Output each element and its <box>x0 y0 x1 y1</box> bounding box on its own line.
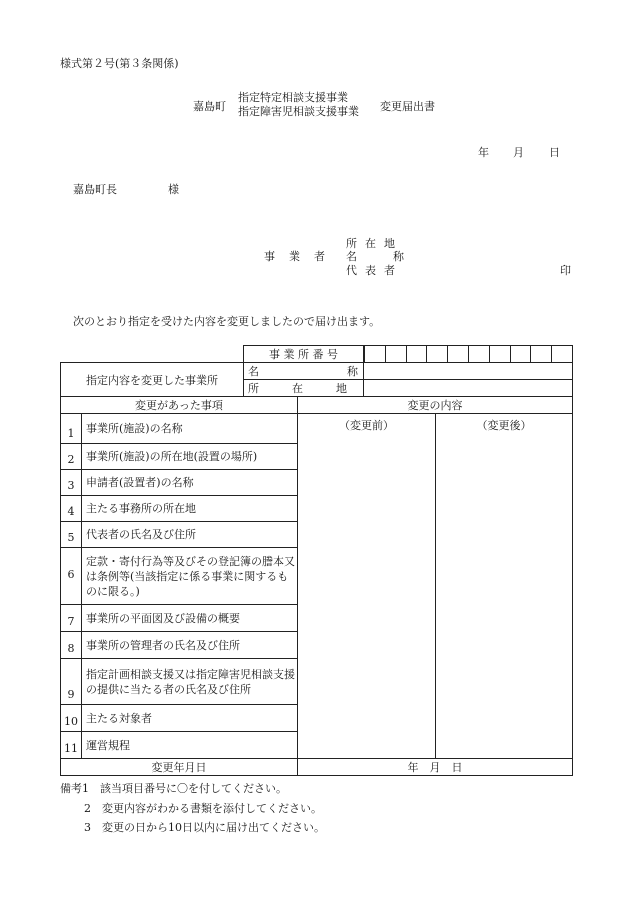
item-articles: 定款・寄付行為等及びその登記簿の謄本又は条例等(当該指定に係る事業に関するものに限る。) <box>82 548 298 605</box>
item-number[interactable]: 8 <box>61 632 82 659</box>
office-number-label: 事 業 所 番 号 <box>244 346 364 363</box>
item-number[interactable]: 10 <box>61 705 82 732</box>
item-facility-name: 事業所(施設)の名称 <box>82 414 298 444</box>
item-number[interactable]: 2 <box>61 444 82 470</box>
applicant-address-label: 所在地 <box>346 237 403 250</box>
intro-text: 次のとおり指定を受けた内容を変更しましたので届け出ます。 <box>73 315 381 328</box>
changed-items-header: 変更があった事項 <box>61 397 298 414</box>
facility-name-field[interactable] <box>364 363 573 380</box>
change-content-header: 変更の内容 <box>298 397 573 414</box>
before-label: （変更前） <box>339 419 394 432</box>
before-change-cell[interactable] <box>298 414 436 759</box>
item-main-office: 主たる事務所の所在地 <box>82 496 298 522</box>
item-floor-plan: 事業所の平面図及び設備の概要 <box>82 605 298 632</box>
form-number: 様式第２号(第３条関係) <box>60 57 179 70</box>
title-line-1: 指定特定相談支援事業 <box>238 91 348 104</box>
change-date-label: 変更年月日 <box>61 759 298 776</box>
title-suffix: 変更届出書 <box>380 100 435 113</box>
note-1: 備考1 該当項目番号に〇を付してください。 <box>60 782 287 795</box>
addressee-honorific: 様 <box>168 183 179 196</box>
after-change-cell[interactable] <box>436 414 573 759</box>
facility-address-field[interactable] <box>364 380 573 397</box>
title-town: 嘉島町 <box>193 100 226 113</box>
title-line-2: 指定障害児相談支援事業 <box>238 105 359 118</box>
item-number[interactable]: 7 <box>61 605 82 632</box>
applicant-rep-label: 代表者 <box>346 264 403 277</box>
item-number[interactable]: 9 <box>61 659 82 705</box>
item-number[interactable]: 3 <box>61 470 82 496</box>
item-target-persons: 主たる対象者 <box>82 705 298 732</box>
item-number[interactable]: 4 <box>61 496 82 522</box>
note-3: 3 変更の日から10日以内に届け出てください。 <box>84 821 325 834</box>
office-number-boxes[interactable] <box>364 346 573 363</box>
change-date-field[interactable]: 年 月 日 <box>298 759 573 776</box>
item-number[interactable]: 6 <box>61 548 82 605</box>
item-number[interactable]: 5 <box>61 522 82 548</box>
change-notification-table <box>60 345 573 776</box>
facility-header: 指定内容を変更した事業所 <box>61 363 244 397</box>
item-number[interactable]: 1 <box>61 414 82 444</box>
after-label: （変更後） <box>476 419 532 432</box>
applicant-name-label: 名称 <box>346 250 440 263</box>
item-operating-rules: 運営規程 <box>82 732 298 759</box>
notes <box>60 779 325 838</box>
addressee-name: 嘉島町長 <box>73 183 117 196</box>
item-representative: 代表者の氏名及び住所 <box>82 522 298 548</box>
date-day: 日 <box>549 146 560 159</box>
date-year: 年 <box>478 146 489 159</box>
facility-name-label: 名 称 <box>244 363 364 380</box>
item-counselor: 指定計画相談支援又は指定障害児相談支援の提供に当たる者の氏名及び住所 <box>82 659 298 705</box>
item-facility-address: 事業所(施設)の所在地(設置の場所) <box>82 444 298 470</box>
note-2: 2 変更内容がわかる書類を添付してください。 <box>84 801 322 815</box>
applicant-label: 事業者 <box>264 250 339 263</box>
date-month: 月 <box>513 146 524 159</box>
item-manager: 事業所の管理者の氏名及び住所 <box>82 632 298 659</box>
item-number[interactable]: 11 <box>61 732 82 759</box>
facility-address-label: 所 在 地 <box>244 380 364 397</box>
item-applicant-name: 申請者(設置者)の名称 <box>82 470 298 496</box>
title-business-lines <box>238 91 359 119</box>
seal-mark: 印 <box>560 264 571 277</box>
